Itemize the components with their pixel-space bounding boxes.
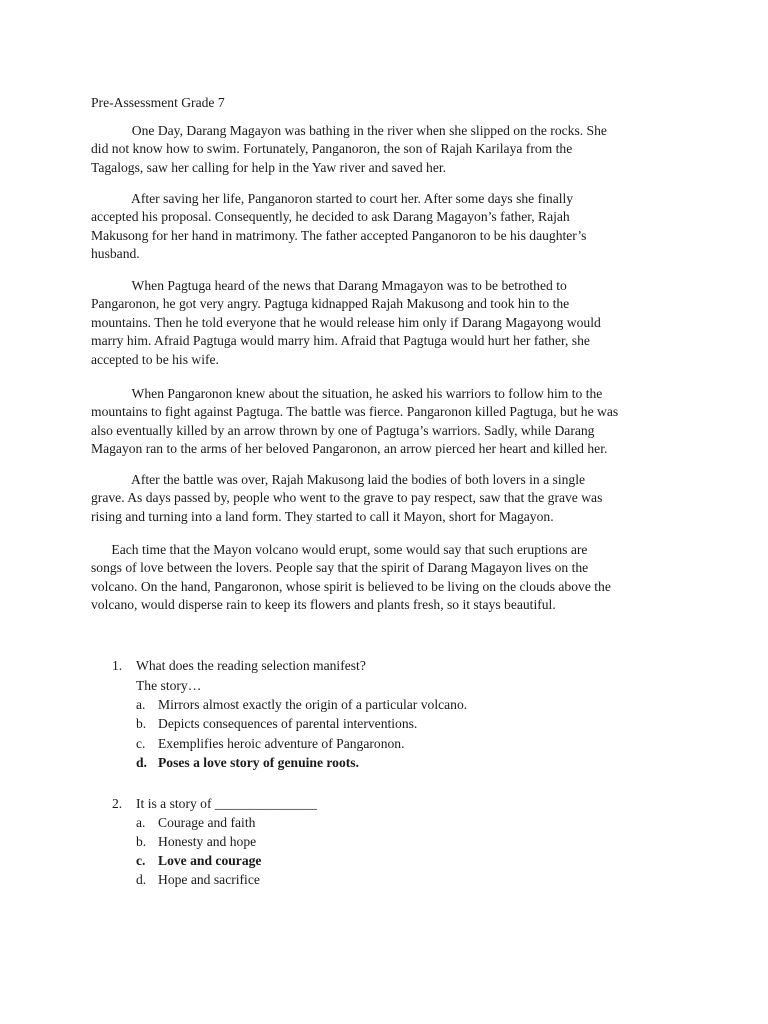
paragraph-line: One Day, Darang Magayon was bathing in the river when she slipped on the rocks. She — [91, 123, 607, 138]
paragraph-line: When Pagtuga heard of the news that Darang Mmagayon was to be betrothed to — [91, 278, 567, 293]
paragraph-line: volcano. On the hand, Pangaronon, whose spirit is believed to be living on the clouds above the — [91, 578, 611, 594]
question-2 — [112, 794, 532, 894]
story-paragraph-6 — [91, 541, 636, 615]
question-number: 1. — [112, 658, 123, 673]
paragraph-line: Pangaronon, he got very angry. Pagtuga kidnapped Rajah Makusong and took hin to the — [91, 296, 570, 312]
paragraph-line: volcano, would disperse rain to keep its flowers and plants fresh, so it stays beautiful. — [91, 597, 556, 613]
option-letter: a. — [136, 815, 146, 830]
option-letter: b. — [136, 834, 147, 849]
option-b — [136, 832, 256, 852]
story-paragraph-5 — [91, 471, 636, 526]
paragraph-line: mountains to fight against Pagtuga. The battle was fierce. Pangaronon killed Pagtuga, but he was — [91, 404, 619, 420]
story-paragraph-1 — [91, 122, 636, 177]
question-subtext: The story… — [136, 678, 202, 693]
paragraph-line: marry him. Afraid Pagtuga would marry him. Afraid that Pagtuga would hurt her father, she — [91, 333, 590, 349]
option-text: Hope and sacrifice — [158, 872, 260, 887]
paragraph-line: After saving her life, Panganoron started to court her. After some days she finally — [91, 191, 574, 206]
option-d-correct — [136, 753, 359, 773]
option-a — [136, 695, 467, 715]
option-text: Exemplifies heroic adventure of Pangaronon. — [158, 736, 405, 751]
paragraph-line: After the battle was over, Rajah Makusong laid the bodies of both lovers in a single — [91, 472, 586, 487]
paragraph-line: accepted his proposal. Consequently, he decided to ask Darang Magayon’s father, Rajah — [91, 209, 570, 225]
option-a — [136, 813, 255, 833]
option-text: Courage and faith — [158, 815, 256, 830]
paragraph-line: songs of love between the lovers. People say that the spirit of Darang Magayon lives on the — [91, 560, 589, 576]
option-text: Honesty and hope — [158, 834, 257, 849]
option-letter: c. — [136, 736, 146, 751]
paragraph-line: mountains. Then he told everyone that he would release him only if Darang Magayong would — [91, 314, 601, 330]
paragraph-line: grave. As days passed by, people who went to the grave to pay respect, saw that the grave was — [91, 490, 603, 506]
question-text: It is a story of _______________ — [136, 796, 317, 811]
option-text: Love and courage — [158, 853, 262, 868]
story-paragraph-4 — [91, 385, 636, 459]
option-letter: d. — [136, 755, 147, 770]
story-paragraph-3 — [91, 277, 636, 369]
option-b — [136, 714, 417, 734]
option-letter: d. — [136, 872, 147, 887]
paragraph-line: did not know how to swim. Fortunately, Panganoron, the son of Rajah Karilaya from the — [91, 141, 573, 157]
option-letter: c. — [136, 853, 146, 868]
paragraph-line: husband. — [91, 246, 140, 262]
option-letter: a. — [136, 697, 146, 712]
paragraph-line: also eventually killed by an arrow thrown by one of Pagtuga’s warriors. Sadly, while Darang — [91, 422, 595, 438]
option-letter: b. — [136, 716, 147, 731]
option-text: Poses a love story of genuine roots. — [158, 755, 359, 770]
option-text: Depicts consequences of parental interventions. — [158, 716, 418, 731]
paragraph-line: accepted to be his wife. — [91, 351, 219, 367]
option-c-correct — [136, 851, 261, 871]
option-d — [136, 870, 260, 890]
question-1 — [112, 656, 532, 776]
page-title: Pre-Assessment Grade 7 — [91, 95, 225, 110]
paragraph-line: Makusong for her hand in matrimony. The father accepted Panganoron to be his daughter’s — [91, 227, 587, 243]
question-text: What does the reading selection manifest? — [136, 658, 366, 673]
option-c — [136, 734, 405, 754]
story-paragraph-2 — [91, 190, 636, 264]
option-text: Mirrors almost exactly the origin of a particular volcano. — [158, 697, 468, 712]
paragraph-line: When Pangaronon knew about the situation, he asked his warriors to follow him to the — [91, 386, 603, 401]
paragraph-line: rising and turning into a land form. They started to call it Mayon, short for Magayon. — [91, 508, 554, 524]
paragraph-line: Each time that the Mayon volcano would erupt, some would say that such eruptions are — [91, 542, 588, 557]
question-number: 2. — [112, 796, 123, 811]
paragraph-line: Tagalogs, saw her calling for help in the Yaw river and saved her. — [91, 159, 447, 175]
paragraph-line: Magayon ran to the arms of her beloved Pangaronon, an arrow pierced her heart and killed her. — [91, 441, 608, 457]
